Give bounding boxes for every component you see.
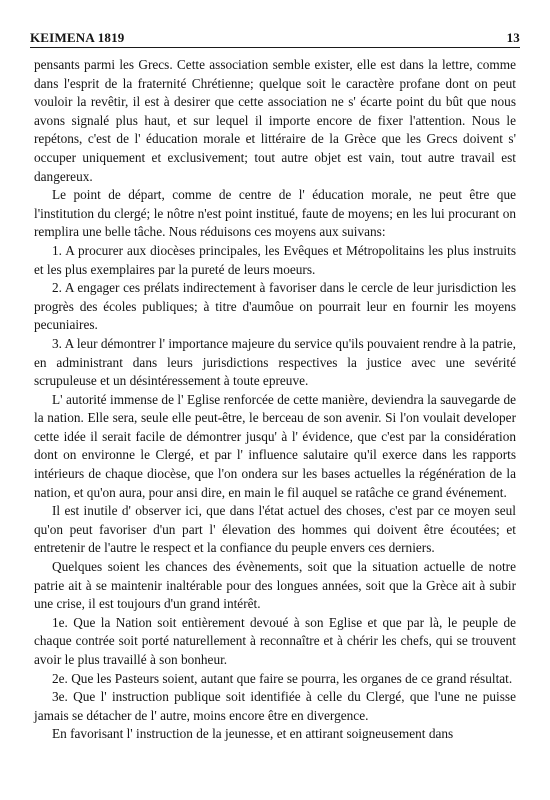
running-header xyxy=(30,28,520,46)
list-item: 2e. Que les Pasteurs soient, autant que faire se pourra, les organes de ce grand résultat. xyxy=(52,670,513,686)
list-item: 3. A leur démontrer l' importance majeure du service qu'ils pouvaient rendre à la patrie, en administrant dans leurs jurisdictions respectives la justice avec une sevérité scrupuleuse et un désintéressement à toute epreuve. xyxy=(34,335,516,389)
header-rule xyxy=(30,47,520,48)
list-item: 2. A engager ces prélats indirectement à favoriser dans le cercle de leur jurisdiction les progrès des écoles publiques; à titre d'aumôue on pourrait leur en fournir les moyens pecuniaires. xyxy=(34,280,516,333)
paragraph: L' autorité immense de l' Eglise renforcée de cette manière, deviendra la sauvegarde de la nation. Elle sera, seule elle peut-être, le berceau de son avenir. Si l'on voulait developer cette idée il serait facile de démontrer jusqu' à l' évidence, que c'est par la considération dont on environne le Clergé, et par l' influence salutaire qu'il exerce dans les rapports intérieurs de chaque diocèse, que l'on ondera sur les bases actuelles la régénération de la nation, et qu'on aura, pour ansi dire, en main le fil auquel se ratâche ce grand événement. xyxy=(34,391,516,500)
paragraph: Quelques soient les chances des évènements, soit que la situation actuelle de notre patrie ait à se maintenir inaltérable pour des longues années, soit que la Grèce ait à subir une crise, il est toujours d'un grand intérêt. xyxy=(34,559,516,612)
paragraph: En favorisant l' instruction de la jeunesse, et en attirant soigneusement dans xyxy=(52,726,454,742)
paragraph: pensants parmi les Grecs. Cette association semble exister, elle est dans la lettre, comme dans l'esprit de la fraternité Chrétienne; quelque soit le caractère profane dont on peut vouloir la revêtir, il est à desirer que cette association ne s' écarte point du bût que nous avons signalé plus haut, et sur lequel il importe encore de fixer l'attention. Nous le repétons, c'est de l' éducation morale et littéraire de la Grèce que les Grecs doivent s' occuper uniquement et exclusivement; tout autre objet est vain, tout autre travail est dangereux. xyxy=(34,57,516,184)
paragraph: Le point de départ, comme de centre de l' éducation morale, ne peut être que l'institution du clergé; le nôtre n'est point institué, faute de moyens; en les lui procurant on remplira une belle tâche. Nous réduisons ces moyens aux suivans: xyxy=(34,187,516,240)
page-number: 13 xyxy=(506,30,520,45)
running-title: KEIMENA 1819 xyxy=(30,30,125,45)
body-text xyxy=(34,56,516,744)
list-item: 3e. Que l' instruction publique soit identifiée à celle du Clergé, que l'une ne puisse jamais se détacher de l' autre, moins encore être en divergence. xyxy=(34,689,516,723)
paragraph: Il est inutile d' observer ici, que dans l'état actuel des choses, c'est par ce moyen seul qu'on peut favoriser d'un part l' élevation des hommes qui doivent être écoutées; et entretenir de l'autre le respect et la confiance du peuple envers ces derniers. xyxy=(34,503,516,556)
list-item: 1e. Que la Nation soit entièrement devoué à son Eglise et que par là, le peuple de chaque contrée soit porté naturellement à reconnaître et à chérir les chefs, qui se trouvent avoir le plus travaillé à son bonheur. xyxy=(34,614,516,667)
list-item: 1. A procurer aux diocèses principales, les Evêques et Métropolitains les plus instruits et les plus exemplaires par la pureté de leurs moeurs. xyxy=(34,242,516,277)
